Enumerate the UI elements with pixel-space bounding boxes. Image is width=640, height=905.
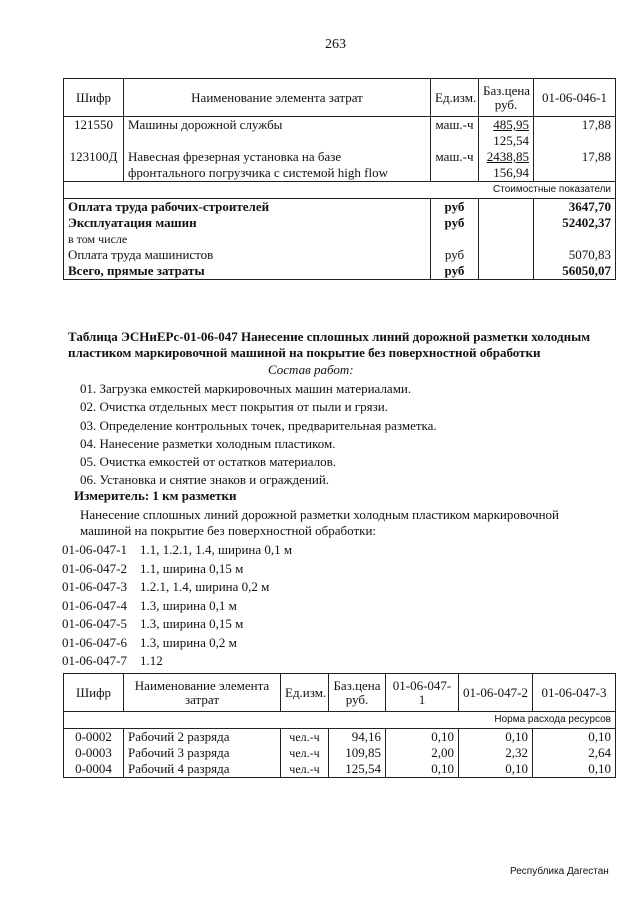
- row-name-line: Навесная фрезерная установка на базе: [128, 149, 342, 164]
- row-code: 121550: [74, 117, 113, 132]
- page-number: 263: [325, 37, 346, 52]
- summary-row: [64, 199, 616, 216]
- price-labor: 156,94: [493, 165, 529, 180]
- row-value-1: 0,10: [386, 761, 459, 778]
- summary-value: 3647,70: [534, 199, 616, 216]
- variant-item: [62, 541, 292, 560]
- variant-text: 1.1, ширина 0,15 м: [140, 560, 244, 576]
- summary-row: [64, 263, 616, 280]
- cost-table-046: [63, 78, 616, 280]
- row-value-2: 0,10: [459, 729, 533, 746]
- row-value-3: 2,64: [533, 745, 616, 761]
- section-label: Норма расхода ресурсов: [494, 714, 611, 725]
- work-item: 02. Очистка отдельных мест покрытия от пыли и грязи.: [80, 399, 388, 415]
- variant-code: 01-06-047-6: [62, 634, 127, 650]
- row-value-2: 0,10: [459, 761, 533, 778]
- header-code: Шифр: [64, 79, 124, 117]
- variant-text: 1.3, ширина 0,2 м: [140, 634, 237, 650]
- measure: Измеритель: 1 км разметки: [74, 488, 237, 503]
- summary-unit: руб: [431, 215, 479, 231]
- row-name-line2: [128, 133, 426, 149]
- variant-text: 1.3, ширина 0,1 м: [140, 597, 237, 613]
- price-total: 2438,85: [486, 149, 529, 164]
- row-name: Рабочий 2 разряда: [124, 729, 281, 746]
- row-value-3: 0,10: [533, 761, 616, 778]
- table-title-line1: Таблица ЭСНиЕРс-01-06-047 Нанесение сплошных линий дорожной разметки холодным: [68, 329, 591, 344]
- variant-code: 01-06-047-3: [62, 579, 127, 594]
- variant-code: 01-06-047-7: [62, 653, 127, 668]
- header-unit: Ед.изм.: [431, 79, 479, 117]
- works-list: [80, 380, 437, 490]
- table-row: [64, 761, 616, 778]
- variant-code: 01-06-047-4: [62, 597, 127, 613]
- row-price: [479, 149, 534, 182]
- summary-label: в том числе: [68, 232, 128, 246]
- variant-item: [62, 597, 292, 616]
- summary-unit: руб: [431, 247, 479, 263]
- variant-item: [62, 652, 292, 671]
- summary-value: 5070,83: [534, 247, 616, 263]
- row-name: Рабочий 4 разряда: [124, 761, 281, 778]
- row-value-2: 2,32: [459, 745, 533, 761]
- summary-row: [64, 231, 616, 247]
- summary-row: [64, 247, 616, 263]
- row-unit: маш.-ч: [431, 149, 479, 182]
- header-code: Шифр: [64, 674, 124, 712]
- row-unit: чел.-ч: [281, 729, 329, 746]
- summary-label: Всего, прямые затраты: [68, 263, 205, 278]
- summary-label: Оплата труда машинистов: [68, 247, 214, 262]
- row-code: 0-0004: [75, 761, 112, 776]
- row-name-line2: фронтального погрузчика с системой high flow: [128, 165, 388, 180]
- variant-item: [62, 634, 292, 653]
- variant-text: 1.1, 1.2.1, 1.4, ширина 0,1 м: [140, 542, 293, 557]
- row-unit: маш.-ч: [431, 117, 479, 150]
- header-price: Баз.цена руб.: [329, 674, 386, 712]
- variant-item: [62, 560, 292, 579]
- row-value-1: 0,10: [386, 729, 459, 746]
- variant-text: 1.2.1, 1.4, ширина 0,2 м: [140, 579, 270, 594]
- summary-label: Оплата труда рабочих-строителей: [68, 199, 270, 214]
- header-unit: Ед.изм.: [281, 674, 329, 712]
- row-price: 109,85: [329, 745, 386, 761]
- summary-unit: руб: [431, 199, 479, 216]
- row-price: 94,16: [329, 729, 386, 746]
- variant-item: [62, 615, 292, 634]
- work-item: 01. Загрузка емкостей маркировочных машин материалами.: [80, 381, 412, 396]
- header-variant-2: 01-06-047-2: [459, 674, 533, 712]
- work-item: 05. Очистка емкостей от остатков материалов.: [80, 454, 336, 470]
- table-row: [64, 745, 616, 761]
- row-name: [124, 117, 431, 150]
- variant-code: 01-06-047-1: [62, 542, 127, 557]
- price-total: 485,95: [493, 117, 529, 132]
- work-item: 03. Определение контрольных точек, предварительная разметка.: [80, 417, 437, 433]
- works-heading: Состав работ:: [268, 362, 354, 377]
- resource-table-047: [63, 673, 616, 778]
- variant-code: 01-06-047-2: [62, 560, 127, 576]
- header-norm: 01-06-046-1: [534, 79, 616, 117]
- summary-value: 56050,07: [534, 263, 616, 280]
- table-row: [64, 729, 616, 746]
- work-item: 06. Установка и снятие знаков и ограждений.: [80, 472, 330, 488]
- row-name: Рабочий 3 разряда: [124, 745, 281, 761]
- variant-text: 1.3, ширина 0,15 м: [140, 616, 244, 631]
- header-variant-1: 01-06-047-1: [386, 674, 459, 712]
- row-code: 123100Д: [69, 149, 118, 164]
- section-label: Стоимостные показатели: [493, 184, 611, 195]
- variant-item: [62, 578, 292, 597]
- footer-region: Республика Дагестан: [510, 866, 609, 877]
- header-name: Наименование элемента затрат: [124, 79, 431, 117]
- row-value-3: 0,10: [533, 729, 616, 746]
- price-labor: 125,54: [493, 133, 529, 148]
- summary-unit: руб: [431, 263, 479, 280]
- table-row: [64, 117, 616, 150]
- header-variant-3: 01-06-047-3: [533, 674, 616, 712]
- variant-text: 1.12: [140, 653, 163, 668]
- row-code: 0-0002: [75, 729, 112, 744]
- row-value: 17,88: [534, 117, 616, 150]
- variants-list: [62, 541, 292, 671]
- row-name-line: Машины дорожной службы: [128, 117, 283, 132]
- work-item: 04. Нанесение разметки холодным пластиком.: [80, 435, 336, 451]
- description-line2: машиной на покрытие без поверхностной обработки:: [80, 523, 377, 538]
- description-line1: Нанесение сплошных линий дорожной разметки холодным пластиком маркировочной: [80, 507, 560, 522]
- row-price: 125,54: [329, 761, 386, 778]
- row-unit: чел.-ч: [281, 745, 329, 761]
- summary-value: 52402,37: [534, 215, 616, 231]
- row-value: 17,88: [534, 149, 616, 182]
- row-name: [124, 149, 431, 182]
- variant-code: 01-06-047-5: [62, 616, 127, 631]
- summary-row: [64, 215, 616, 231]
- header-price: Баз.цена руб.: [479, 79, 534, 117]
- header-name: Наименование элемента затрат: [124, 674, 281, 712]
- row-value-1: 2,00: [386, 745, 459, 761]
- row-code: 0-0003: [75, 745, 112, 760]
- row-price: [479, 117, 534, 150]
- row-unit: чел.-ч: [281, 761, 329, 778]
- table-title-line2: пластиком маркировочной машиной на покрытие без поверхностной обработки: [68, 345, 541, 360]
- summary-label: Эксплуатация машин: [68, 215, 197, 230]
- table-row: [64, 149, 616, 182]
